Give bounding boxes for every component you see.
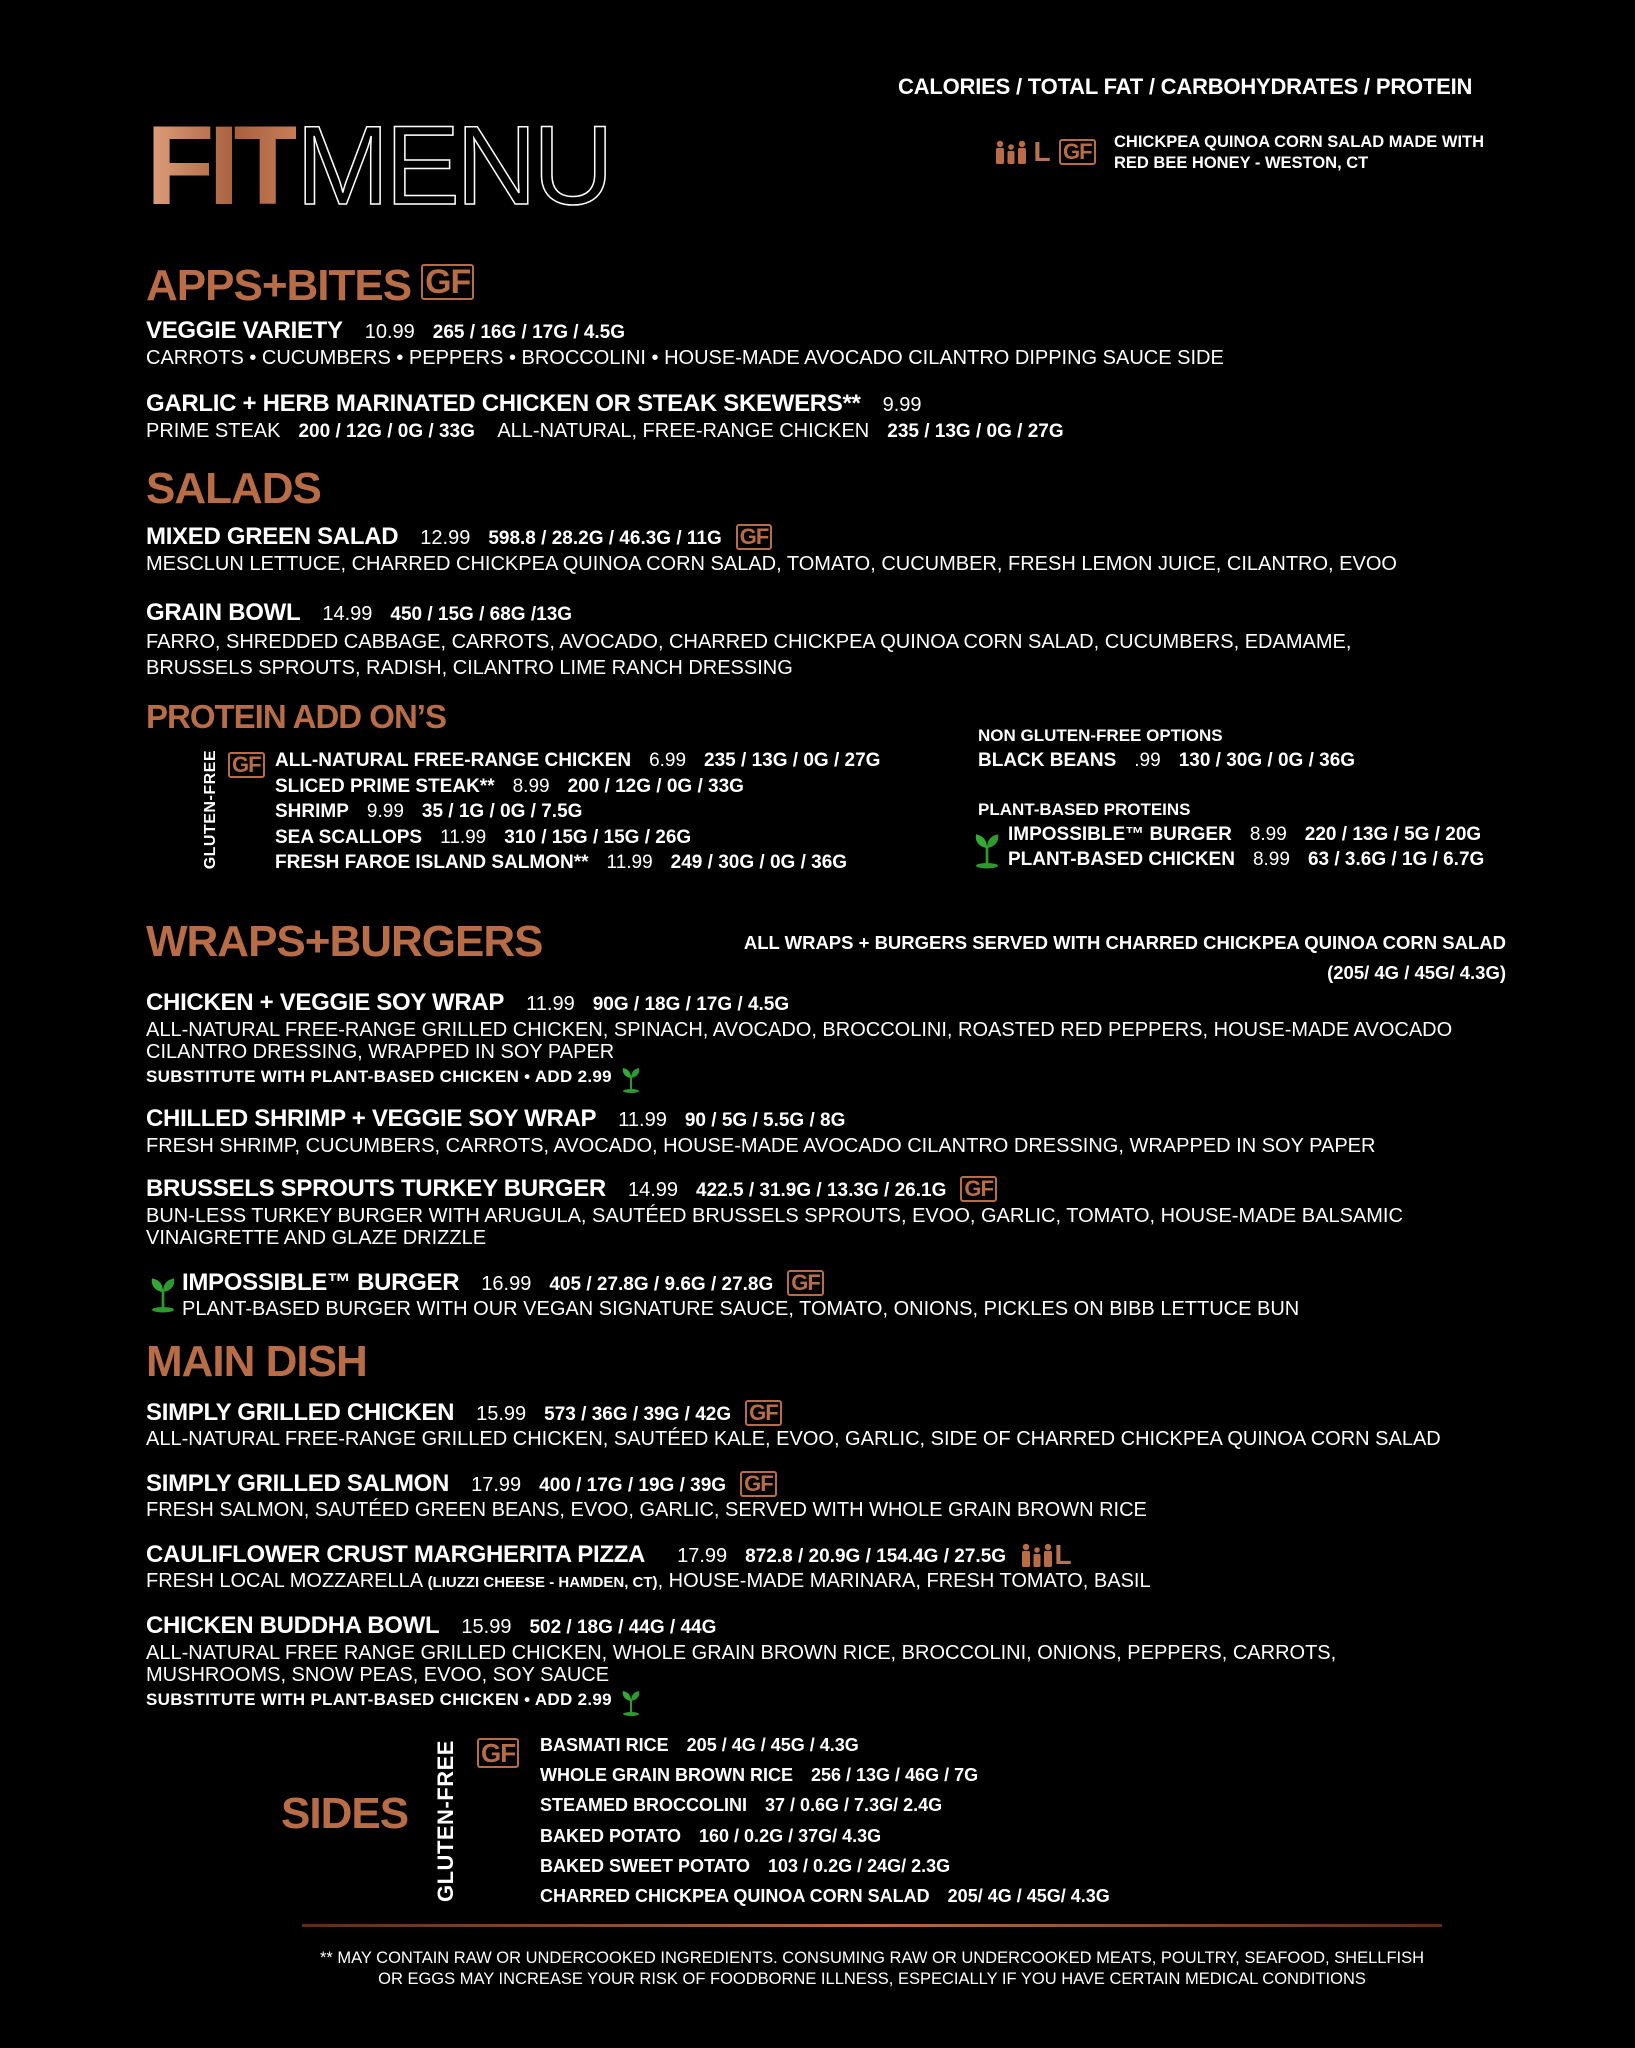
menu-item <box>146 1176 1403 1249</box>
item-description: ALL-NATURAL FREE-RANGE GRILLED CHICKEN, SPINACH, AVOCADO, BROCCOLINI, ROASTED RED PEPPERS, HOUSE-MADE AVOCADO <box>146 1019 1453 1041</box>
menu-item <box>146 1471 1147 1520</box>
protein-non-gf <box>978 724 1484 873</box>
protein-row <box>275 850 880 876</box>
logo <box>146 103 610 228</box>
item-description: ALL-NATURAL FREE-RANGE GRILLED CHICKEN, SAUTÉED KALE, EVOO, GARLIC, SIDE OF CHARRED CHICKPEA QUINOA CORN SALAD <box>146 1428 1441 1450</box>
item-price: 12.99 <box>420 527 471 549</box>
sides-list <box>540 1730 1110 1911</box>
gluten-free-badge: GF <box>740 1471 777 1497</box>
protein-row <box>978 748 1484 774</box>
item-nutrition: 405 / 27.8G / 9.6G / 27.8G <box>549 1274 774 1295</box>
local-legend-line1: CHICKPEA QUINOA CORN SALAD MADE WITH <box>1114 133 1485 151</box>
menu-item <box>146 391 1064 444</box>
plant-leaf-icon <box>620 1686 642 1716</box>
item-description: PLANT-BASED BURGER WITH OUR VEGAN SIGNATURE SAUCE, TOMATO, ONIONS, PICKLES ON BIBB LETTUCE BUN <box>182 1298 1300 1320</box>
protein-name: PLANT-BASED CHICKEN <box>1008 849 1235 870</box>
side-row <box>540 1881 1110 1911</box>
non-gf-title: NON GLUTEN-FREE OPTIONS <box>978 726 1223 745</box>
gluten-free-badge: GF <box>960 1176 997 1202</box>
item-name: CHILLED SHRIMP + VEGGIE SOY WRAP <box>146 1105 597 1132</box>
item-price: 10.99 <box>364 321 415 343</box>
protein-gf-list <box>275 748 880 876</box>
family-icon <box>993 139 1029 165</box>
protein-nutrition: 200 / 12G / 0G / 33G <box>567 775 744 797</box>
protein-nutrition: 310 / 15G / 15G / 26G <box>504 826 692 848</box>
item-name: CAULIFLOWER CRUST MARGHERITA PIZZA <box>146 1541 646 1568</box>
local-badge: L <box>1054 1539 1072 1570</box>
item-description: VINAIGRETTE AND GLAZE DRIZZLE <box>146 1227 487 1249</box>
item-nutrition: 502 / 18G / 44G / 44G <box>529 1617 717 1638</box>
footer-divider <box>302 1924 1442 1927</box>
item-name: SIMPLY GRILLED SALMON <box>146 1470 450 1497</box>
side-row <box>540 1760 1110 1790</box>
protein-price: .99 <box>1134 750 1161 771</box>
protein-row <box>275 825 880 851</box>
protein-nutrition: 130 / 30G / 0G / 36G <box>1178 750 1356 771</box>
gluten-free-badge: GF <box>745 1400 782 1426</box>
item-name: CHICKEN + VEGGIE SOY WRAP <box>146 989 505 1016</box>
side-nutrition: 205/ 4G / 45G/ 4.3G <box>947 1886 1110 1907</box>
plant-title: PLANT-BASED PROTEINS <box>978 799 1191 819</box>
desc-cheese-source: (LIUZZI CHEESE - HAMDEN, CT) <box>427 1574 658 1591</box>
item-price: 9.99 <box>882 394 922 416</box>
menu-item <box>182 1270 1299 1319</box>
protein-nutrition: 249 / 30G / 0G / 36G <box>670 852 848 873</box>
section-title-salads: SALADS <box>146 464 321 513</box>
item-description: ALL-NATURAL FREE RANGE GRILLED CHICKEN, WHOLE GRAIN BROWN RICE, BROCCOLINI, ONIONS, PEPPERS, CARROTS, <box>146 1642 1337 1664</box>
item-nutrition: 573 / 36G / 39G / 42G <box>544 1404 732 1425</box>
item-nutrition: 90G / 18G / 17G / 4.5G <box>592 994 790 1015</box>
section-title-wraps: WRAPS+BURGERS <box>146 917 543 966</box>
substitute-note: SUBSTITUTE WITH PLANT-BASED CHICKEN • ADD 2.99 <box>146 1067 612 1087</box>
menu-item <box>146 318 1224 370</box>
protein-name: FRESH FAROE ISLAND SALMON** <box>275 852 589 873</box>
side-nutrition: 37 / 0.6G / 7.3G/ 2.4G <box>765 1795 943 1816</box>
desc-part: , HOUSE-MADE MARINARA, FRESH TOMATO, BASIL <box>657 1570 1151 1592</box>
side-name: WHOLE GRAIN BROWN RICE <box>540 1765 793 1786</box>
protein-row <box>275 799 880 825</box>
item-name: IMPOSSIBLE™ BURGER <box>182 1269 460 1296</box>
item-name: BRUSSELS SPROUTS TURKEY BURGER <box>146 1175 606 1202</box>
wraps-note-line2: (205/ 4G / 45G/ 4.3G) <box>1327 962 1506 983</box>
protein-price: 9.99 <box>366 801 404 822</box>
protein-price: 11.99 <box>606 852 653 873</box>
side-nutrition: 103 / 0.2G / 24G/ 2.3G <box>768 1855 951 1876</box>
protein-name: SHRIMP <box>275 801 349 822</box>
protein-name: SLICED PRIME STEAK** <box>275 775 495 797</box>
protein-price: 8.99 <box>1249 823 1287 845</box>
local-legend-text <box>1114 132 1484 174</box>
side-name: STEAMED BROCCOLINI <box>540 1795 747 1816</box>
protein-price: 8.99 <box>512 775 550 797</box>
section-title-sides: SIDES <box>281 1789 409 1838</box>
protein-name: BLACK BEANS <box>978 750 1117 771</box>
logo-fit: FIT <box>146 103 296 228</box>
wraps-note-line1: ALL WRAPS + BURGERS SERVED WITH CHARRED CHICKPEA QUINOA CORN SALAD <box>743 932 1506 953</box>
gluten-free-badge: GF <box>477 1738 519 1768</box>
skewer-steak-nutrition: 200 / 12G / 0G / 33G <box>298 421 475 442</box>
logo-menu: MENU <box>295 103 610 228</box>
item-nutrition: 450 / 15G / 68G /13G <box>390 604 573 625</box>
protein-row <box>275 748 880 774</box>
footer-disclaimer <box>230 1948 1514 1990</box>
skewer-steak-label: PRIME STEAK <box>146 420 281 442</box>
side-name: BASMATI RICE <box>540 1735 669 1755</box>
item-price: 11.99 <box>526 993 575 1015</box>
item-name: MIXED GREEN SALAD <box>146 523 399 550</box>
menu-item <box>146 524 1397 576</box>
substitute-note: SUBSTITUTE WITH PLANT-BASED CHICKEN • ADD 2.99 <box>146 1690 612 1710</box>
item-nutrition: 422.5 / 31.9G / 13.3G / 26.1G <box>696 1180 947 1201</box>
apps-title: APPS+BITES <box>146 261 412 310</box>
item-price: 15.99 <box>476 1403 527 1425</box>
local-legend-line2: RED BEE HONEY - WESTON, CT <box>1114 154 1369 172</box>
gluten-free-badge: GF <box>421 264 474 300</box>
item-nutrition: 265 / 16G / 17G / 4.5G <box>432 322 626 343</box>
item-price: 11.99 <box>618 1109 667 1131</box>
item-name: GRAIN BOWL <box>146 599 301 626</box>
protein-price: 8.99 <box>1252 849 1290 870</box>
menu-item <box>146 990 1452 1093</box>
item-name: SIMPLY GRILLED CHICKEN <box>146 1399 455 1426</box>
section-title-apps <box>146 261 474 310</box>
side-nutrition: 160 / 0.2G / 37G/ 4.3G <box>699 1825 882 1846</box>
protein-nutrition: 35 / 1G / 0G / 7.5G <box>421 801 583 822</box>
item-price: 15.99 <box>461 1616 512 1638</box>
side-name: CHARRED CHICKPEA QUINOA CORN SALAD <box>540 1886 930 1907</box>
desc-part: FRESH LOCAL MOZZARELLA <box>146 1570 428 1592</box>
side-row <box>540 1790 1110 1820</box>
menu-item <box>146 1613 1336 1716</box>
item-description: FARRO, SHREDDED CABBAGE, CARROTS, AVOCADO, CHARRED CHICKPEA QUINOA CORN SALAD, CUCUMBERS, EDAMAME, <box>146 631 1352 653</box>
item-nutrition: 872.8 / 20.9G / 154.4G / 27.5G <box>745 1546 1007 1567</box>
item-price: 14.99 <box>322 603 373 625</box>
protein-row <box>1008 847 1484 873</box>
skewer-chicken-label: ALL-NATURAL, FREE-RANGE CHICKEN <box>497 420 870 442</box>
item-name: GARLIC + HERB MARINATED CHICKEN OR STEAK SKEWERS** <box>146 390 861 417</box>
item-nutrition: 598.8 / 28.2G / 46.3G / 11G <box>488 528 722 549</box>
protein-name: IMPOSSIBLE™ BURGER <box>1008 823 1232 845</box>
side-name: BAKED POTATO <box>540 1825 682 1846</box>
gluten-free-badge: GF <box>787 1270 824 1296</box>
gluten-free-badge: GF <box>736 524 773 550</box>
item-price: 17.99 <box>471 1474 522 1496</box>
item-nutrition: 400 / 17G / 19G / 39G <box>539 1475 727 1496</box>
local-legend <box>993 136 1096 168</box>
item-description: BRUSSELS SPROUTS, RADISH, CILANTRO LIME RANCH DRESSING <box>146 657 793 679</box>
protein-nutrition: 235 / 13G / 0G / 27G <box>704 750 881 771</box>
macro-legend: CALORIES / TOTAL FAT / CARBOHYDRATES / PROTEIN <box>898 74 1473 99</box>
footer-line1: ** MAY CONTAIN RAW OR UNDERCOOKED INGREDIENTS. CONSUMING RAW OR UNDERCOOKED MEATS, POULTRY, SEAFOOD, SHELLFISH <box>319 1949 1425 1967</box>
side-row <box>540 1851 1110 1881</box>
protein-row <box>275 774 880 800</box>
item-name: VEGGIE VARIETY <box>146 317 343 344</box>
section-title-main: MAIN DISH <box>146 1337 367 1386</box>
menu-item <box>146 1106 1375 1157</box>
item-price: 17.99 <box>677 1545 728 1567</box>
gluten-free-vertical-label: GLUTEN-FREE <box>202 750 219 870</box>
item-description: MESCLUN LETTUCE, CHARRED CHICKPEA QUINOA CORN SALAD, TOMATO, CUCUMBER, FRESH LEMON JUICE, CILANTRO, EVOO <box>146 553 1397 575</box>
side-nutrition: 256 / 13G / 46G / 7G <box>810 1765 979 1786</box>
menu-item <box>146 600 1351 681</box>
plant-leaf-icon <box>148 1270 178 1314</box>
protein-name: SEA SCALLOPS <box>275 826 423 848</box>
protein-price: 11.99 <box>440 826 487 848</box>
family-icon <box>1019 1542 1055 1568</box>
protein-nutrition: 220 / 13G / 5G / 20G <box>1304 823 1482 845</box>
protein-price: 6.99 <box>649 750 687 771</box>
item-nutrition: 90 / 5G / 5.5G / 8G <box>684 1110 846 1131</box>
item-description: MUSHROOMS, SNOW PEAS, EVOO, SOY SAUCE <box>146 1664 610 1686</box>
side-nutrition: 205 / 4G / 45G / 4.3G <box>686 1735 859 1755</box>
protein-nutrition: 63 / 3.6G / 1G / 6.7G <box>1307 849 1485 870</box>
protein-name: ALL-NATURAL FREE-RANGE CHICKEN <box>275 750 632 771</box>
plant-leaf-icon <box>620 1063 642 1093</box>
wraps-note <box>600 928 1506 988</box>
local-badge: L <box>1033 136 1051 167</box>
item-description: CARROTS • CUCUMBERS • PEPPERS • BROCCOLINI • HOUSE-MADE AVOCADO CILANTRO DIPPING SAUCE SIDE <box>146 347 1224 369</box>
menu-item <box>146 1539 1151 1593</box>
gluten-free-badge: GF <box>228 752 265 778</box>
item-price: 16.99 <box>481 1273 532 1295</box>
side-row <box>540 1821 1110 1851</box>
footer-line2: OR EGGS MAY INCREASE YOUR RISK OF FOODBORNE ILLNESS, ESPECIALLY IF YOU HAVE CERTAIN MEDICAL CONDITIONS <box>378 1970 1366 1988</box>
item-description <box>146 1571 1151 1593</box>
side-row <box>540 1730 1110 1760</box>
item-description: BUN-LESS TURKEY BURGER WITH ARUGULA, SAUTÉED BRUSSELS SPROUTS, EVOO, GARLIC, TOMATO, HOUSE-MADE BALSAMIC <box>146 1205 1403 1227</box>
section-title-proteins: PROTEIN ADD ON’S <box>146 698 446 735</box>
item-description: FRESH SALMON, SAUTÉED GREEN BEANS, EVOO, GARLIC, SERVED WITH WHOLE GRAIN BROWN RICE <box>146 1499 1147 1521</box>
item-name: CHICKEN BUDDHA BOWL <box>146 1612 440 1639</box>
skewer-chicken-nutrition: 235 / 13G / 0G / 27G <box>887 421 1064 442</box>
item-price: 14.99 <box>627 1179 679 1201</box>
plant-leaf-icon <box>972 826 1002 870</box>
protein-row <box>1008 822 1484 848</box>
gluten-free-badge: GF <box>1059 139 1096 165</box>
item-description: FRESH SHRIMP, CUCUMBERS, CARROTS, AVOCADO, HOUSE-MADE AVOCADO CILANTRO DRESSING, WRAPPED IN SOY PAPER <box>146 1135 1376 1157</box>
side-name: BAKED SWEET POTATO <box>540 1855 751 1876</box>
item-description: CILANTRO DRESSING, WRAPPED IN SOY PAPER <box>146 1041 615 1063</box>
menu-item <box>146 1400 1441 1449</box>
gluten-free-vertical-label: GLUTEN-FREE <box>433 1740 458 1902</box>
